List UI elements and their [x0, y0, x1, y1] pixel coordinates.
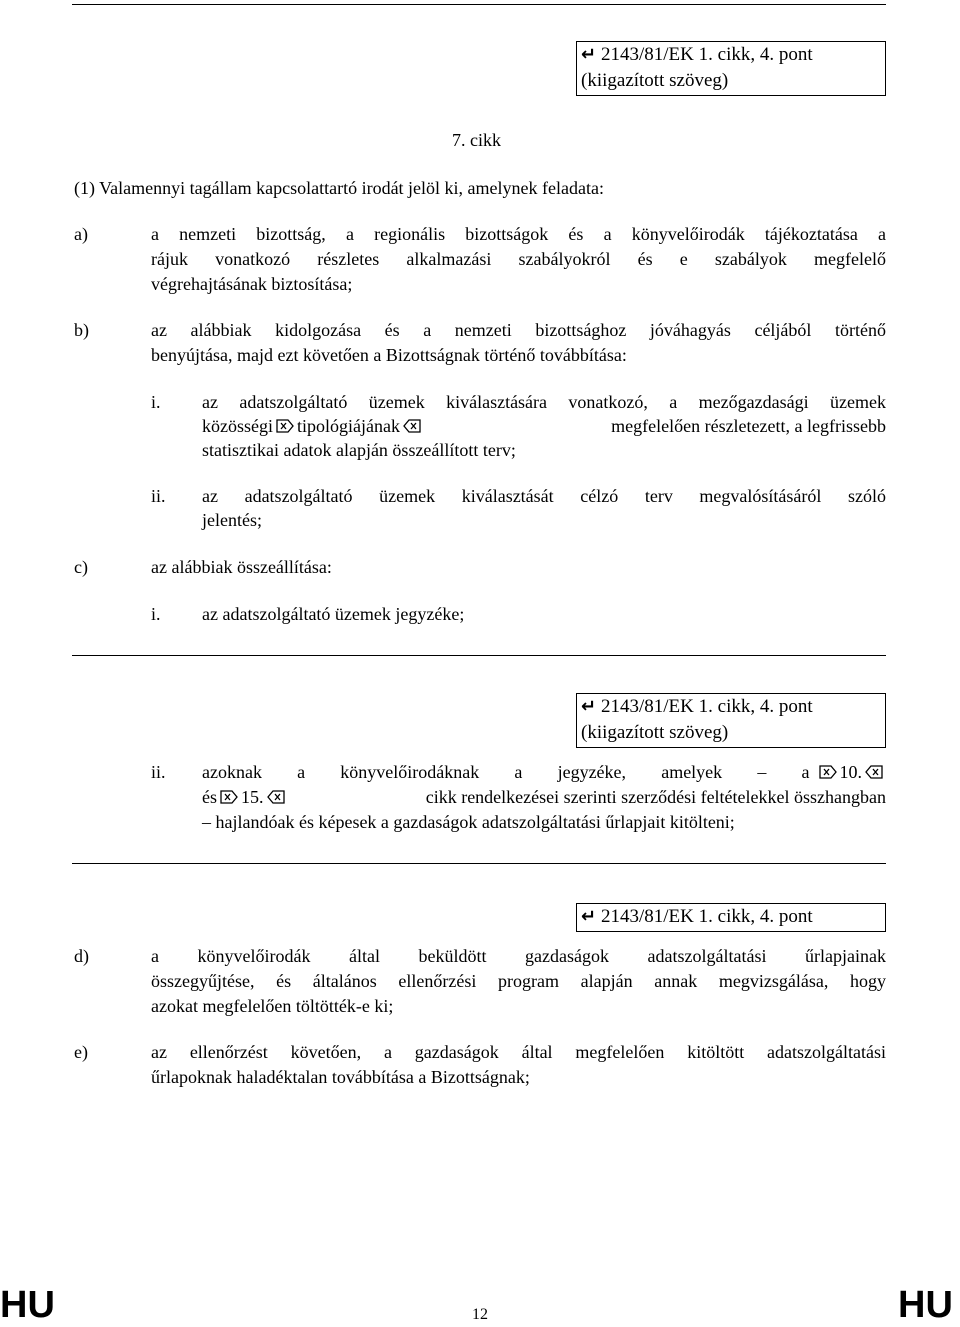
point-e-line: űrlapoknak haladéktalan továbbítása a Bizottságnak; [151, 1067, 530, 1087]
point-d-line: a könyvelőirodák által beküldött gazdaságok adatszolgáltatási űrlapjainak [151, 946, 886, 966]
article-heading: 7. cikk [452, 130, 501, 150]
point-d-line: összegyűjtése, és általános ellenőrzési program alapján annak megvizsgálása, hogy [151, 971, 886, 991]
point-d-line: azokat megfelelően töltötték-e ki; [151, 996, 394, 1016]
subpoint-b-i-label: i. [151, 392, 161, 412]
reference-note: (kiigazított szöveg) [581, 722, 729, 743]
insertion-start-marker-icon [220, 790, 238, 804]
point-d-label: d) [74, 946, 89, 966]
paragraph-intro: (1) Valamennyi tagállam kapcsolattartó irodát jelöl ki, amelynek feladata: [74, 178, 604, 198]
insertion-end-marker-icon [267, 790, 285, 804]
point-c-label: c) [74, 557, 88, 577]
insertion-start-marker-icon [819, 765, 837, 779]
point-e-label: e) [74, 1042, 88, 1062]
subpoint-b-ii-line: jelentés; [202, 510, 262, 530]
insertion-end-marker-icon [403, 419, 421, 433]
subpoint-c-ii-line: azoknak a könyvelőirodáknak a jegyzéke, amelyek – a 10. [202, 760, 886, 785]
source-reference-box [576, 693, 886, 748]
subpoint-b-i-line: közösségi tipológiájának megfelelően részletezett, a legfrissebb [202, 416, 886, 436]
subpoint-c-i-text: az adatszolgáltató üzemek jegyzéke; [202, 604, 465, 624]
reference-text: 2143/81/EK 1. cikk, 4. pont [601, 696, 813, 717]
subpoint-c-ii-line: és 15. cikk rendelkezései szerinti szerződési feltételekkel összhangban [202, 787, 886, 807]
point-b-line: az alábbiak kidolgozása és a nemzeti bizottsághoz jóváhagyás céljából történő [151, 320, 886, 340]
insertion-end-marker-icon [865, 765, 883, 779]
reference-text: 2143/81/EK 1. cikk, 4. pont [601, 906, 813, 927]
section-rule [72, 655, 886, 656]
reference-note: (kiigazított szöveg) [581, 70, 729, 91]
point-b-line: benyújtása, majd ezt követően a Bizottságnak történő továbbítása: [151, 345, 627, 365]
down-left-arrow-icon: ↵ [581, 696, 597, 717]
footer-language-code-right: HU [898, 1284, 953, 1326]
point-e-line: az ellenőrzést követően, a gazdaságok által megfelelően kitöltött adatszolgáltatási [151, 1042, 886, 1062]
footer-language-code-left: HU [0, 1284, 55, 1326]
point-a-line: a nemzeti bizottság, a regionális bizottságok és a könyvelőirodák tájékoztatása a [151, 224, 886, 244]
insertion-start-marker-icon [276, 419, 294, 433]
subpoint-b-ii-line: az adatszolgáltató üzemek kiválasztását célzó terv megvalósításáról szóló [202, 486, 886, 506]
subpoint-b-i-line: az adatszolgáltató üzemek kiválasztására vonatkozó, a mezőgazdasági üzemek [202, 392, 886, 412]
source-reference-box [576, 41, 886, 96]
subpoint-b-i-line: statisztikai adatok alapján összeállított terv; [202, 440, 516, 460]
subpoint-b-ii-label: ii. [151, 486, 166, 506]
section-rule [72, 863, 886, 864]
point-a-label: a) [74, 224, 88, 244]
point-a-line: végrehajtásának biztosítása; [151, 274, 353, 294]
down-left-arrow-icon: ↵ [581, 44, 597, 65]
subpoint-c-ii-label: ii. [151, 762, 166, 782]
page-number: 12 [472, 1306, 488, 1323]
top-rule [72, 4, 886, 5]
point-c-line: az alábbiak összeállítása: [151, 557, 332, 577]
point-a-line: rájuk vonatkozó részletes alkalmazási szabályokról és e szabályok megfelelő [151, 249, 886, 269]
reference-text: 2143/81/EK 1. cikk, 4. pont [601, 44, 813, 65]
down-left-arrow-icon: ↵ [581, 906, 597, 927]
subpoint-c-i-label: i. [151, 604, 161, 624]
source-reference-box [576, 903, 886, 932]
point-b-label: b) [74, 320, 89, 340]
subpoint-c-ii-line: – hajlandóak és képesek a gazdaságok adatszolgáltatási űrlapjait kitölteni; [202, 812, 735, 832]
